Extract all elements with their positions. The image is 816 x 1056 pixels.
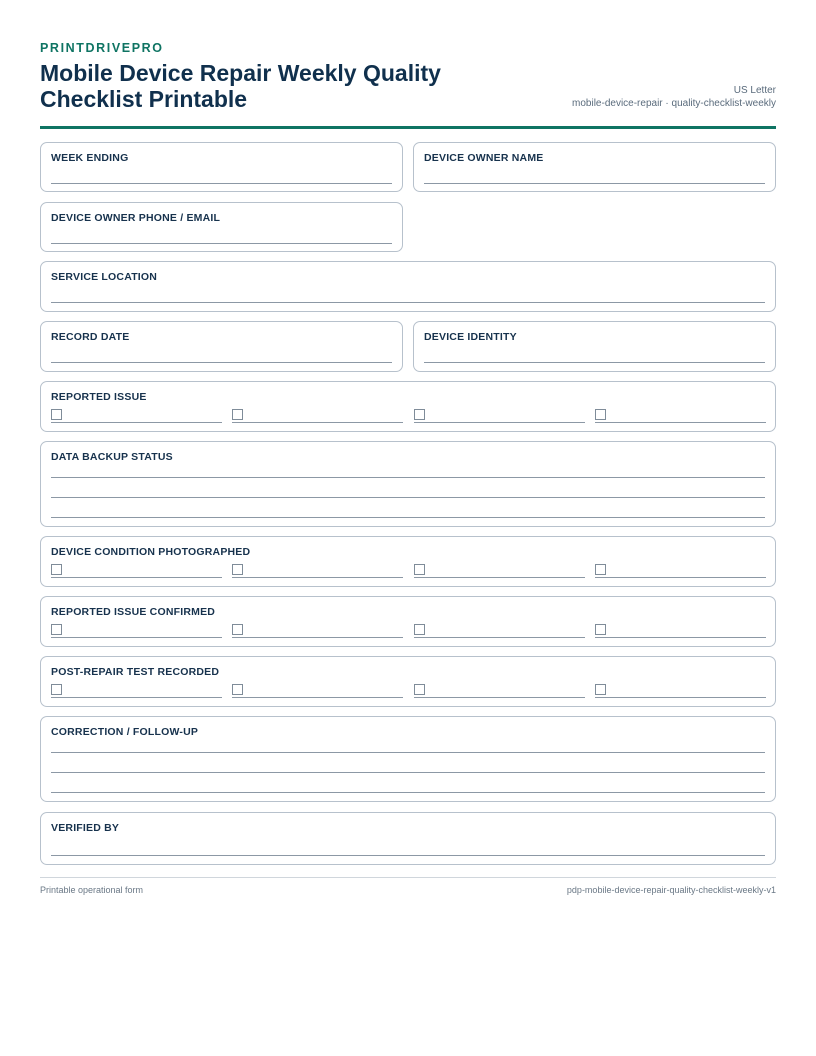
- option-line[interactable]: [414, 577, 585, 578]
- post-repair-test-option: [51, 684, 222, 698]
- reported-issue-option: [232, 409, 403, 423]
- issue-confirmed-option: [595, 624, 766, 638]
- checkbox[interactable]: [232, 684, 243, 695]
- reported-issue-option: [414, 409, 585, 423]
- issue-confirmed-label: REPORTED ISSUE CONFIRMED: [51, 606, 216, 618]
- brand-name: PRINTDRIVEPRO: [40, 41, 164, 55]
- option-line[interactable]: [51, 697, 222, 698]
- verified-by-input-line[interactable]: [51, 855, 765, 856]
- condition-photographed-option: [414, 564, 585, 578]
- form-slug: mobile-device-repair · quality-checklist-weekly: [572, 98, 776, 109]
- option-line[interactable]: [232, 422, 403, 423]
- checkbox[interactable]: [414, 624, 425, 635]
- owner-name-input-line[interactable]: [424, 183, 765, 184]
- device-identity-input-line[interactable]: [424, 362, 765, 363]
- issue-confirmed-option: [414, 624, 585, 638]
- option-line[interactable]: [232, 697, 403, 698]
- checkbox[interactable]: [51, 409, 62, 420]
- checkbox[interactable]: [414, 564, 425, 575]
- correction-line[interactable]: [51, 772, 765, 773]
- data-backup-line[interactable]: [51, 497, 765, 498]
- owner-contact-input-line[interactable]: [51, 243, 392, 244]
- checkbox[interactable]: [51, 684, 62, 695]
- option-line[interactable]: [595, 577, 766, 578]
- option-line[interactable]: [232, 637, 403, 638]
- correction-line[interactable]: [51, 792, 765, 793]
- post-repair-test-option: [595, 684, 766, 698]
- correction-field: [40, 716, 776, 802]
- week-ending-input-line[interactable]: [51, 183, 392, 184]
- device-identity-field: [413, 321, 776, 372]
- checkbox[interactable]: [595, 564, 606, 575]
- option-line[interactable]: [414, 637, 585, 638]
- service-location-label: SERVICE LOCATION: [51, 271, 158, 283]
- data-backup-line[interactable]: [51, 517, 765, 518]
- form-page: [40, 0, 776, 129]
- week-ending-label: WEEK ENDING: [51, 152, 129, 164]
- checkbox[interactable]: [232, 564, 243, 575]
- option-line[interactable]: [595, 422, 766, 423]
- data-backup-field: [40, 441, 776, 527]
- service-location-input-line[interactable]: [51, 302, 765, 303]
- footer-left-text: Printable operational form: [40, 885, 144, 895]
- checkbox[interactable]: [595, 624, 606, 635]
- option-line[interactable]: [51, 577, 222, 578]
- page-meta: [572, 84, 776, 110]
- record-date-label: RECORD DATE: [51, 331, 130, 343]
- owner-contact-label: DEVICE OWNER PHONE / EMAIL: [51, 212, 221, 224]
- post-repair-test-option: [232, 684, 403, 698]
- option-line[interactable]: [595, 697, 766, 698]
- correction-line[interactable]: [51, 752, 765, 753]
- option-line[interactable]: [414, 697, 585, 698]
- record-date-field: [40, 321, 403, 372]
- condition-photographed-field: [40, 536, 776, 587]
- checkbox[interactable]: [414, 409, 425, 420]
- checkbox[interactable]: [232, 409, 243, 420]
- condition-photographed-option: [595, 564, 766, 578]
- checkbox[interactable]: [414, 684, 425, 695]
- owner-name-field: [413, 142, 776, 192]
- condition-photographed-label: DEVICE CONDITION PHOTOGRAPHED: [51, 546, 251, 558]
- option-line[interactable]: [595, 637, 766, 638]
- service-location-field: [40, 261, 776, 312]
- issue-confirmed-option: [51, 624, 222, 638]
- post-repair-test-field: [40, 656, 776, 707]
- option-line[interactable]: [51, 422, 222, 423]
- record-date-input-line[interactable]: [51, 362, 392, 363]
- condition-photographed-option: [232, 564, 403, 578]
- verified-by-label: VERIFIED BY: [51, 822, 120, 834]
- checkbox[interactable]: [595, 684, 606, 695]
- reported-issue-label: REPORTED ISSUE: [51, 391, 147, 403]
- owner-contact-field: [40, 202, 403, 252]
- correction-label: CORRECTION / FOLLOW-UP: [51, 726, 199, 738]
- device-identity-label: DEVICE IDENTITY: [424, 331, 517, 343]
- paper-size: US Letter: [733, 85, 776, 96]
- post-repair-test-label: POST-REPAIR TEST RECORDED: [51, 666, 220, 678]
- condition-photographed-option: [51, 564, 222, 578]
- week-ending-field: [40, 142, 403, 192]
- footer-divider: [40, 877, 776, 878]
- reported-issue-option: [595, 409, 766, 423]
- checkbox[interactable]: [232, 624, 243, 635]
- reported-issue-option: [51, 409, 222, 423]
- checkbox[interactable]: [51, 564, 62, 575]
- option-line[interactable]: [414, 422, 585, 423]
- page-title: Mobile Device Repair Weekly Quality Checklist Printable: [40, 60, 441, 112]
- option-line[interactable]: [232, 577, 403, 578]
- data-backup-line[interactable]: [51, 477, 765, 478]
- reported-issue-field: [40, 381, 776, 432]
- issue-confirmed-field: [40, 596, 776, 647]
- owner-name-label: DEVICE OWNER NAME: [424, 152, 544, 164]
- checkbox[interactable]: [51, 624, 62, 635]
- verified-by-field: [40, 812, 776, 865]
- data-backup-label: DATA BACKUP STATUS: [51, 451, 173, 463]
- footer-form-id: pdp-mobile-device-repair-quality-checklist-weekly-v1: [566, 885, 776, 895]
- post-repair-test-option: [414, 684, 585, 698]
- checkbox[interactable]: [595, 409, 606, 420]
- issue-confirmed-option: [232, 624, 403, 638]
- option-line[interactable]: [51, 637, 222, 638]
- page-header: [40, 0, 776, 129]
